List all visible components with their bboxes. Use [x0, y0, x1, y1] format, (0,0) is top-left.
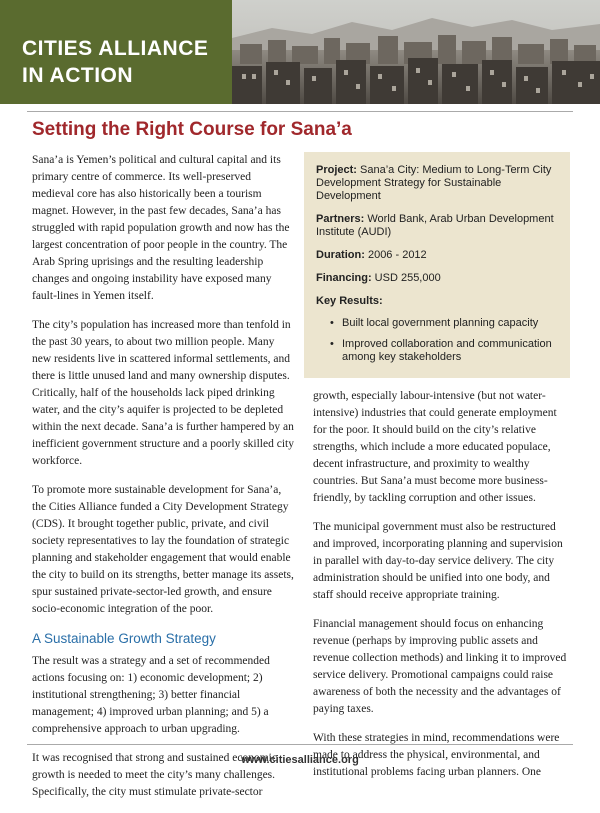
partners-value: World Bank, Arab Urban Development Institute (AUDI) — [316, 213, 554, 238]
project-info-box — [304, 152, 570, 378]
key-results-label: Key Results: — [316, 295, 383, 307]
banner-title-line2: IN ACTION — [22, 64, 134, 87]
header-banner — [0, 0, 600, 104]
bullet-icon: • — [330, 338, 334, 350]
list-item — [330, 338, 556, 364]
key-results-list — [316, 317, 556, 364]
title-divider — [27, 111, 573, 112]
banner-title-block — [0, 0, 232, 104]
key-result-1: Built local government planning capacity — [342, 317, 539, 329]
left-paragraph-4: The result was a strategy and a set of recommended actions focusing on: 1) economic development; 2) institutional strengthening; 3) better financial management; 4) improved urban planning; and 5) a comprehensive approach to urban upgrading. — [32, 655, 270, 735]
duration-label: Duration: — [316, 249, 365, 261]
page-title: Setting the Right Course for Sana’a — [32, 119, 352, 140]
duration-row — [316, 249, 556, 262]
key-result-2: Improved collaboration and communication among key stakeholders — [342, 338, 552, 363]
right-paragraph-1: growth, especially labour-intensive (but not water-intensive) industries that could generate employment for the poor. It should build on the city’s relative strengths, which include a more educated populace, decent infrastructure, and proximity to wealthy countries. But Sana’a must become more business-friendly, by tackling corruption and other issues. — [313, 390, 557, 504]
section-subheading: A Sustainable Growth Strategy — [32, 631, 216, 646]
project-value: Sana’a City: Medium to Long-Term City Development Strategy for Sustainable Development — [316, 164, 552, 202]
right-paragraph-4: With these strategies in mind, recommendations were made to address the physical, environmental, and institutional problems facing urban planners. One — [313, 732, 560, 778]
left-paragraph-2: The city’s population has increased more than tenfold in the past 30 years, to about two million people. Many new residents live in scattered informal settlements, and there is little unused land and many ownership disputes. Critically, half of the households lack piped drinking water, and the city’s aquifer is projected to be depleted within the next decade. Sana’a is further hampered by an inefficient government structure and a poorly skilled city workforce. — [32, 319, 294, 467]
partners-label: Partners: — [316, 213, 365, 225]
left-paragraph-3: To promote more sustainable development for Sana’a, the Cities Alliance funded a City Development Strategy (CDS). It brought together public, private, and civil society representatives to lay the foundation of strategic planning and stakeholder engagement that would enable the city to build on its strengths, better manage its assets, spur sustained private-sector-led growth, and ensure socio-economic integration of the poor. — [32, 484, 294, 615]
project-label: Project: — [316, 164, 357, 176]
right-column — [313, 388, 571, 793]
financing-row — [316, 272, 556, 285]
financing-label: Financing: — [316, 272, 372, 284]
city-skyline-image — [232, 0, 600, 104]
footer-url: www.citiesalliance.org — [241, 754, 359, 766]
bullet-icon: • — [330, 317, 334, 329]
partners-row — [316, 213, 556, 239]
duration-value: 2006 - 2012 — [367, 249, 427, 261]
list-item — [330, 317, 556, 330]
left-paragraph-5: It was recognised that strong and sustained economic growth is needed to meet the city’s many challenges. Specifically, the city must stimulate private-sector — [32, 752, 277, 798]
left-column — [32, 152, 294, 813]
banner-title-line1: CITIES ALLIANCE — [22, 37, 209, 60]
banner-title — [22, 35, 208, 89]
financing-value: USD 255,000 — [374, 272, 441, 284]
project-row — [316, 164, 556, 203]
footer-divider — [27, 744, 573, 745]
left-paragraph-1: Sana’a is Yemen’s political and cultural capital and its primary centre of commerce. Its well-preserved medieval core has also historically been a tourism magnet. However, in the past few decades, Sana’a has struggled with rapid population growth and now has the largest concentration of poor people in the country. The Arab Spring uprisings and the resulting leadership changes and ongoing instability have exposed many fault-lines in Yemen itself. — [32, 154, 290, 302]
right-paragraph-3: Financial management should focus on enhancing revenue (perhaps by improving public assets and revenue collection methods) and linking it to improved service delivery. Promotional campaigns could raise awareness of both the necessity and the advantages of paying taxes. — [313, 618, 567, 715]
city-skyline-photo — [232, 0, 600, 104]
right-paragraph-2: The municipal government must also be restructured and improved, incorporating planning and supervision in parallel with day-to-day service delivery. The city administration should be unified into one body, and staff should receive appropriate training. — [313, 521, 563, 601]
